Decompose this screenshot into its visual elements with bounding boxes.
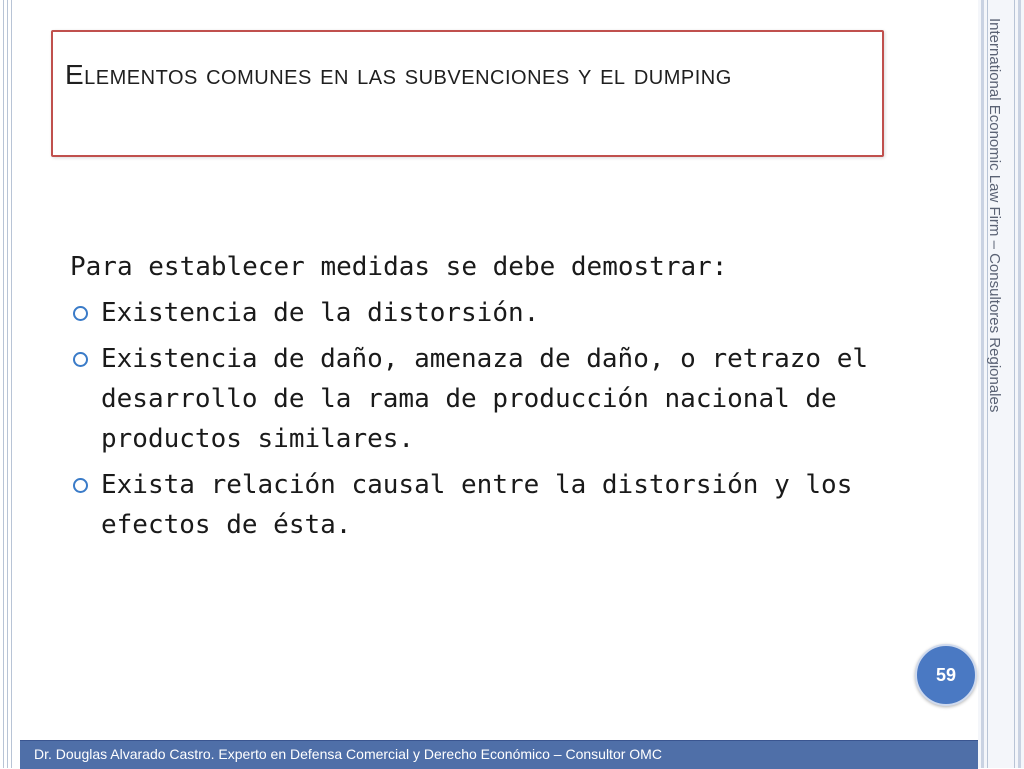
bullet-list [70,293,975,545]
vertical-side-text: International Economic Law Firm – Consultores Regionales [986,18,1003,413]
bullet-icon [73,478,88,493]
slide-title: Elementos comunes en las subvenciones y el dumping [65,59,732,90]
bullet-text: Existencia de la distorsión. [101,298,540,328]
footer-text: Dr. Douglas Alvarado Castro. Experto en Defensa Comercial y Derecho Económico – Consultor OMC [34,746,662,762]
page-number-badge: 59 [915,644,977,706]
bullet-icon [73,352,88,367]
title-box [51,30,884,157]
footer-bar [20,740,978,769]
bullet-item [70,465,975,545]
slide-body [70,247,975,551]
bullet-text: Existencia de daño, amenaza de daño, o retrazo el desarrollo de la rama de producción nacional de productos similares. [101,344,869,454]
bullet-item [70,339,975,459]
left-border-decoration [0,0,16,768]
bullet-icon [73,306,88,321]
intro-text: Para establecer medidas se debe demostrar: [70,252,728,282]
bullet-text: Exista relación causal entre la distorsión y los efectos de ésta. [101,470,853,540]
bullet-item [70,293,975,333]
